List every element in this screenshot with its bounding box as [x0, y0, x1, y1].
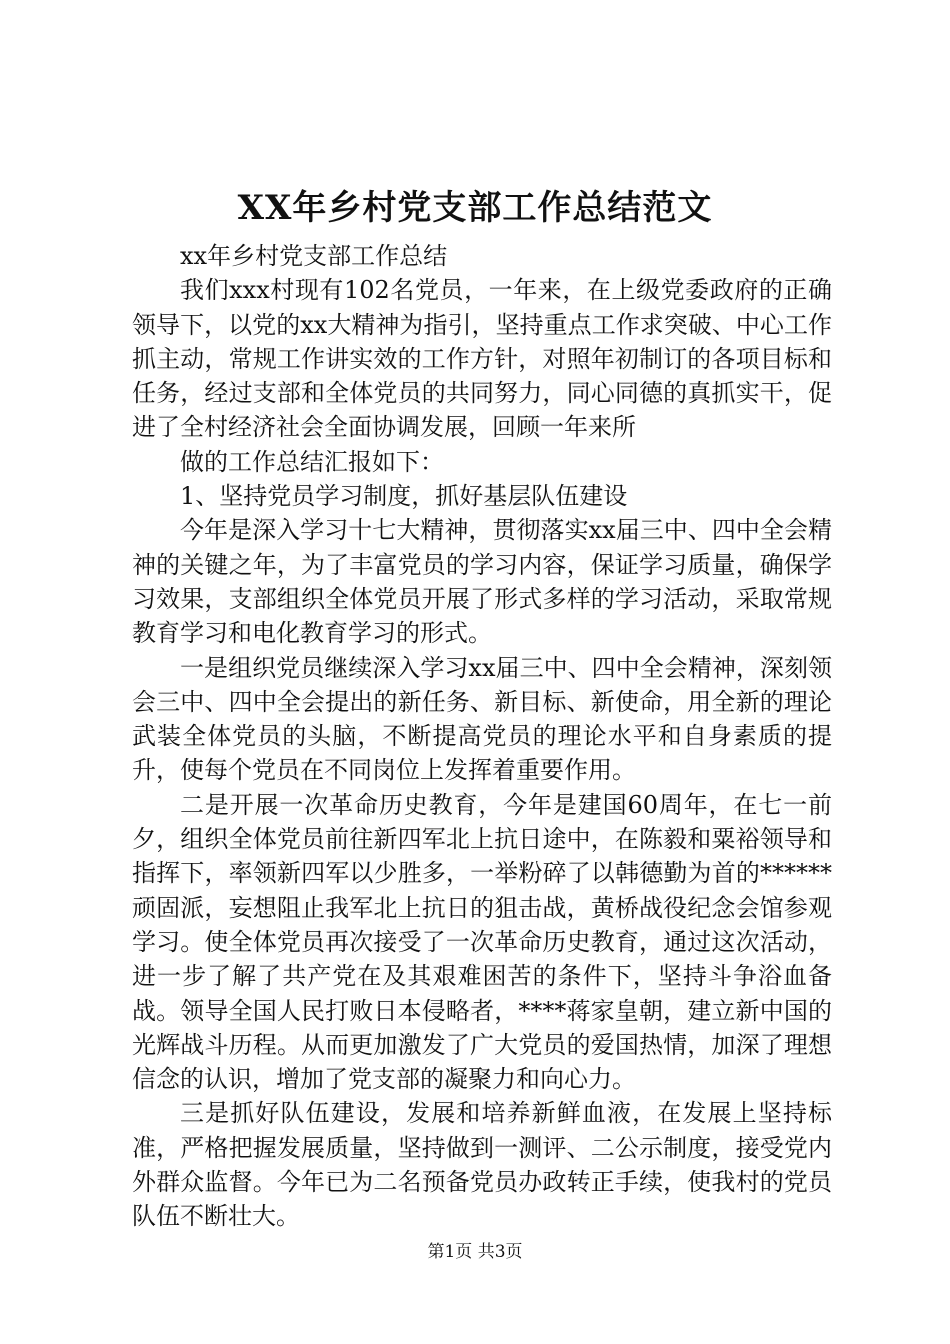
document-title: XX年乡村党支部工作总结范文	[237, 188, 713, 228]
body-paragraph: 一是组织党员继续深入学习xx届三中、四中全会精神，深刻领会三中、四中全会提出的新任务、新目标、新使命，用全新的理论武装全体党员的头脑，不断提高党员的理论水平和自身素质的提升，使每个党员在不同岗位上发挥着重要作用。	[132, 653, 832, 785]
page-number-footer: 第1页 共3页	[427, 1242, 523, 1262]
section-heading: 1、坚持党员学习制度，抓好基层队伍建设	[180, 482, 628, 511]
body-paragraph: xx年乡村党支部工作总结	[180, 242, 448, 270]
body-paragraph: 今年是深入学习十七大精神，贯彻落实xx届三中、四中全会精神的关键之年，为了丰富党员的学习内容，保证学习质量，确保学习效果，支部组织全体党员开展了形式多样的学习活动，采取常规教育学习和电化教育学习的形式。	[132, 516, 832, 648]
body-paragraph: 我们xxx村现有102名党员，一年来，在上级党委政府的正确领导下，以党的xx大精神为指引，坚持重点工作求突破、中心工作抓主动，常规工作讲实效的工作方针，对照年初制订的各项目标和任务，经过支部和全体党员的共同努力，同心同德的真抓实干，促进了全村经济社会全面协调发展，回顾一年来所	[132, 276, 832, 442]
body-paragraph: 三是抓好队伍建设，发展和培养新鲜血液，在发展上坚持标准，严格把握发展质量，坚持做到一测评、二公示制度，接受党内外群众监督。今年已为二名预备党员办政转正手续，使我村的党员队伍不断壮大。	[132, 1099, 832, 1231]
document-body	[132, 239, 832, 1234]
body-paragraph: 做的工作总结汇报如下：	[180, 447, 444, 476]
body-paragraph: 二是开展一次革命历史教育，今年是建国60周年，在七一前夕，组织全体党员前往新四军北上抗日途中，在陈毅和粟裕领导和指挥下，率领新四军以少胜多，一举粉碎了以韩德勤为首的******顽固派，妄想阻止我军北上抗日的狙击战，黄桥战役纪念会馆参观学习。使全体党员再次接受了一次革命历史教育，通过这次活动，进一步了解了共产党在及其艰难困苦的条件下，坚持斗争浴血备战。领导全国人民打败日本侵略者，****蒋家皇朝，建立新中国的光辉战斗历程。从而更加激发了广大党员的爱国热情，加深了理想信念的认识，增加了党支部的凝聚力和向心力。	[132, 790, 832, 1094]
